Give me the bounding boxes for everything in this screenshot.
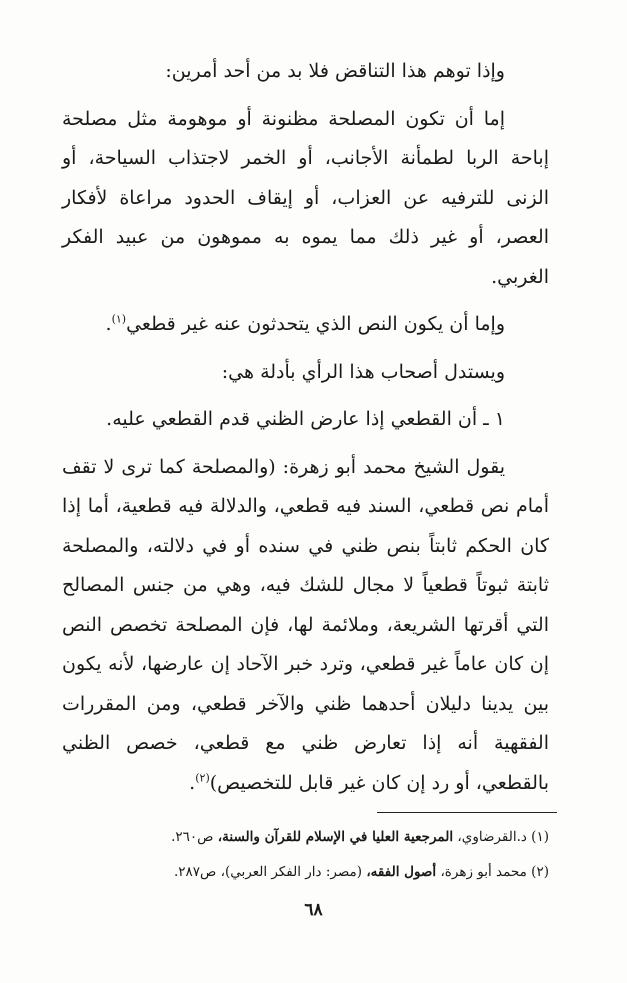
paragraph-4: ويستدل أصحاب هذا الرأي بأدلة هي: — [221, 360, 505, 383]
footnote-2-author: محمد أبو زهرة، — [440, 864, 527, 880]
footnote-2-title: أصول الفقه، — [366, 864, 437, 880]
paragraph-2: إما أن تكون المصلحة مظنونة أو موهومة مثل مصلحة إباحة الربا لطمأنة الأجانب، أو الخمر لاجتذاب السياحة، أو الزنى للترفيه عن العزاب، أو إيقاف الحدود مراعاة لأفكار العصر، أو غير ذلك مما يموه به مموهون من عبيد الفكر الغربي. — [62, 107, 549, 288]
footnote-2-number: (٢) — [531, 864, 549, 880]
paragraph-6-end: . — [189, 771, 196, 794]
footnote-ref-1: (١) — [111, 312, 127, 326]
footnotes — [62, 820, 549, 890]
footnote-1-page: ص٢٦٠. — [171, 829, 214, 845]
footnote-1-number: (١) — [531, 829, 549, 845]
paragraph-5: ١ ـ أن القطعي إذا عارض الظني قدم القطعي عليه. — [106, 408, 505, 430]
footnote-2 — [62, 855, 549, 890]
footnote-1-title: المرجعية العليا في الإسلام للقرآن والسنة، — [217, 829, 454, 845]
paragraph-1: وإذا توهم هذا التناقض فلا بد من أحد أمرين: — [165, 60, 505, 82]
footnote-1-author: د.القرضاوي، — [457, 829, 527, 845]
paragraph-3 — [62, 305, 549, 345]
paragraph-6 — [62, 448, 549, 804]
paragraph-3-text: وإما أن يكون النص الذي يتحدثون عنه غير قطعي — [126, 313, 505, 335]
paragraph-6-text: يقول الشيخ محمد أبو زهرة: (والمصلحة كما ترى لا تقف أمام نص قطعي، السند فيه قطعي، والدلالة فيه قطعية، أما إذا كان الحكم ثابتاً بنص ظني في سنده أو في دلالته، والمصلحة ثابتة ثبوتاً قطعياً لا مجال للشك فيه، وهي من جنس المصالح التي أقرتها الشريعة، وملائمة لها، فإن المصلحة تخصص النص إن كان عاماً غير قطعي، وترد خبر الآحاد إن عارضها، لأنه يكون بين يدينا دليلان أحدهما ظني والآخر قطعي، ومن المقررات الفقهية أنه إذا تعارض ظني مع قطعي، خصص الظني بالقطعي، أو رد إن كان غير قابل للتخصيص) — [62, 455, 549, 794]
footnote-2-publisher: (مصر: دار الفكر العربي)، ص٢٨٧. — [173, 864, 363, 880]
footnote-divider — [377, 812, 557, 813]
paragraph-3-end: . — [105, 313, 112, 335]
footnote-1 — [62, 820, 549, 855]
main-text — [62, 52, 549, 811]
footnote-ref-2: (٢) — [195, 771, 210, 785]
page-number: ٦٨ — [304, 900, 323, 920]
